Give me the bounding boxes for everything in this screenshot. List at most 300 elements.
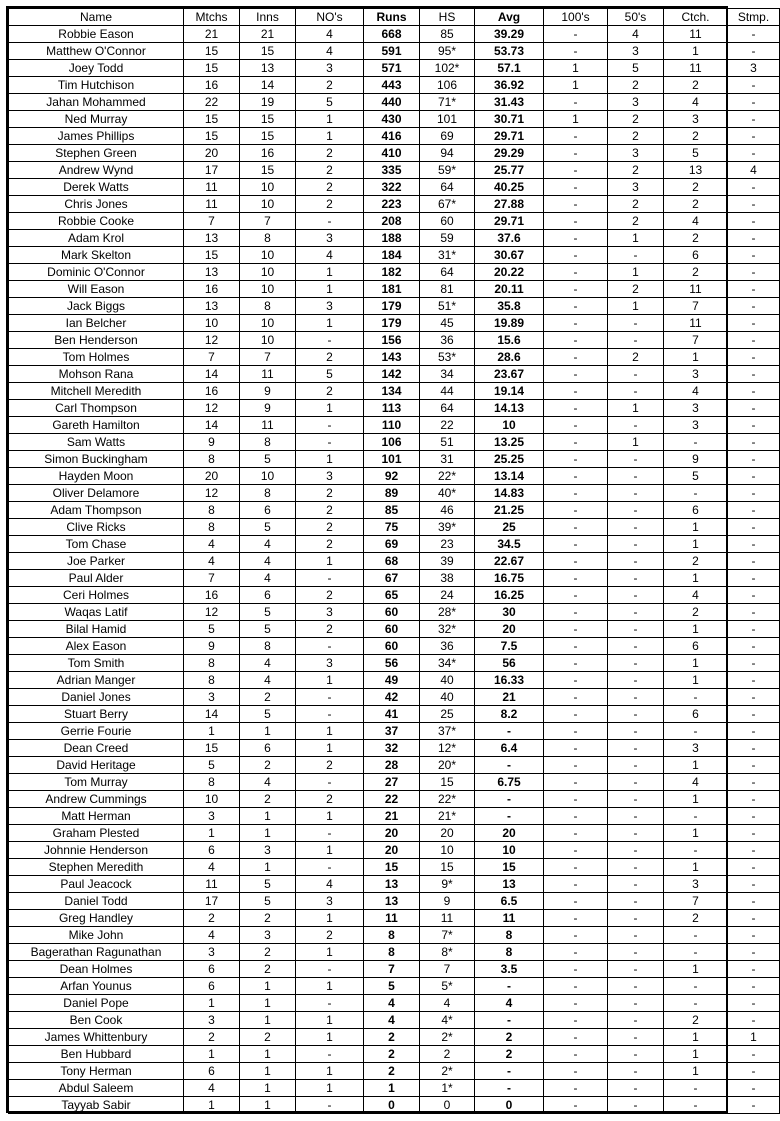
average-cell: 0 (475, 1097, 544, 1114)
matches-cell: 3 (184, 944, 240, 961)
average-cell: 25.25 (475, 451, 544, 468)
fifties-cell: 2 (608, 196, 664, 213)
hundreds-cell: - (544, 502, 608, 519)
catches-cell: 2 (664, 196, 728, 213)
stumpings-cell: - (728, 230, 780, 247)
not-outs-cell: - (296, 689, 364, 706)
fifties-cell: 2 (608, 77, 664, 94)
matches-cell: 3 (184, 689, 240, 706)
name-cell: Tim Hutchison (9, 77, 184, 94)
hundreds-cell: - (544, 451, 608, 468)
table-row (9, 740, 780, 757)
not-outs-cell: 5 (296, 366, 364, 383)
name-cell: Andrew Cummings (9, 791, 184, 808)
hundreds-cell: - (544, 1012, 608, 1029)
not-outs-cell: 2 (296, 383, 364, 400)
fifties-cell: - (608, 927, 664, 944)
matches-cell: 5 (184, 621, 240, 638)
high-score-cell: 64 (420, 264, 475, 281)
header-average: Avg (475, 9, 544, 26)
catches-cell: 1 (664, 349, 728, 366)
stumpings-cell: - (728, 77, 780, 94)
catches-cell: 3 (664, 876, 728, 893)
innings-cell: 4 (240, 774, 296, 791)
table-row (9, 1080, 780, 1097)
catches-cell: - (664, 808, 728, 825)
high-score-cell: 2* (420, 1063, 475, 1080)
innings-cell: 1 (240, 1097, 296, 1114)
name-cell: Alex Eason (9, 638, 184, 655)
stumpings-cell: - (728, 264, 780, 281)
matches-cell: 21 (184, 26, 240, 43)
catches-cell: 11 (664, 281, 728, 298)
high-score-cell: 22* (420, 468, 475, 485)
fifties-cell: 1 (608, 298, 664, 315)
catches-cell: 1 (664, 536, 728, 553)
high-score-cell: 45 (420, 315, 475, 332)
table-row (9, 213, 780, 230)
average-cell: 20 (475, 621, 544, 638)
not-outs-cell: 3 (296, 893, 364, 910)
average-cell: 29.29 (475, 145, 544, 162)
runs-cell: 440 (364, 94, 420, 111)
catches-cell: - (664, 978, 728, 995)
innings-cell: 6 (240, 502, 296, 519)
stumpings-cell: - (728, 876, 780, 893)
runs-cell: 8 (364, 927, 420, 944)
table-row (9, 757, 780, 774)
runs-cell: 416 (364, 128, 420, 145)
hundreds-cell: 1 (544, 60, 608, 77)
innings-cell: 10 (240, 179, 296, 196)
high-score-cell: 39 (420, 553, 475, 570)
catches-cell: - (664, 723, 728, 740)
fifties-cell: 2 (608, 281, 664, 298)
average-cell: 20.22 (475, 264, 544, 281)
table-row (9, 706, 780, 723)
average-cell: 6.5 (475, 893, 544, 910)
high-score-cell: 0 (420, 1097, 475, 1114)
name-cell: Robbie Eason (9, 26, 184, 43)
high-score-cell: 7 (420, 961, 475, 978)
hundreds-cell: - (544, 604, 608, 621)
not-outs-cell: 2 (296, 536, 364, 553)
not-outs-cell: 3 (296, 60, 364, 77)
table-row (9, 111, 780, 128)
not-outs-cell: 2 (296, 485, 364, 502)
stumpings-cell: - (728, 893, 780, 910)
average-cell: 2 (475, 1046, 544, 1063)
high-score-cell: 5* (420, 978, 475, 995)
innings-cell: 1 (240, 723, 296, 740)
stumpings-cell: - (728, 587, 780, 604)
header-innings: Inns (240, 9, 296, 26)
table-row (9, 570, 780, 587)
table-row (9, 587, 780, 604)
catches-cell: - (664, 1097, 728, 1114)
average-cell: - (475, 791, 544, 808)
not-outs-cell: 1 (296, 128, 364, 145)
name-cell: Tony Herman (9, 1063, 184, 1080)
stumpings-cell: - (728, 26, 780, 43)
stumpings-cell: - (728, 978, 780, 995)
average-cell: 40.25 (475, 179, 544, 196)
hundreds-cell: - (544, 196, 608, 213)
fifties-cell: 5 (608, 60, 664, 77)
high-score-cell: 15 (420, 774, 475, 791)
table-row (9, 434, 780, 451)
not-outs-cell: 5 (296, 94, 364, 111)
high-score-cell: 36 (420, 332, 475, 349)
table-row (9, 502, 780, 519)
stumpings-cell: - (728, 1080, 780, 1097)
stumpings-cell: - (728, 536, 780, 553)
header-matches: Mtchs (184, 9, 240, 26)
matches-cell: 10 (184, 315, 240, 332)
hundreds-cell: - (544, 944, 608, 961)
catches-cell: 7 (664, 298, 728, 315)
high-score-cell: 32* (420, 621, 475, 638)
hundreds-cell: - (544, 485, 608, 502)
high-score-cell: 20* (420, 757, 475, 774)
catches-cell: 4 (664, 383, 728, 400)
average-cell: 19.89 (475, 315, 544, 332)
matches-cell: 7 (184, 570, 240, 587)
stumpings-cell: 3 (728, 60, 780, 77)
not-outs-cell: 1 (296, 842, 364, 859)
matches-cell: 4 (184, 927, 240, 944)
name-cell: Tom Smith (9, 655, 184, 672)
runs-cell: 181 (364, 281, 420, 298)
table-row (9, 655, 780, 672)
innings-cell: 1 (240, 1080, 296, 1097)
fifties-cell: - (608, 1029, 664, 1046)
average-cell: - (475, 1012, 544, 1029)
hundreds-cell: - (544, 417, 608, 434)
runs-cell: 668 (364, 26, 420, 43)
fifties-cell: - (608, 553, 664, 570)
fifties-cell: - (608, 502, 664, 519)
runs-cell: 85 (364, 502, 420, 519)
high-score-cell: 7* (420, 927, 475, 944)
runs-cell: 0 (364, 1097, 420, 1114)
name-cell: Gerrie Fourie (9, 723, 184, 740)
runs-cell: 208 (364, 213, 420, 230)
stumpings-cell: - (728, 961, 780, 978)
table-row (9, 468, 780, 485)
high-score-cell: 53* (420, 349, 475, 366)
stumpings-cell: - (728, 655, 780, 672)
stumpings-cell: - (728, 774, 780, 791)
stumpings-cell: - (728, 43, 780, 60)
matches-cell: 12 (184, 400, 240, 417)
runs-cell: 22 (364, 791, 420, 808)
name-cell: Greg Handley (9, 910, 184, 927)
table-row (9, 536, 780, 553)
name-cell: Adam Krol (9, 230, 184, 247)
innings-cell: 7 (240, 349, 296, 366)
matches-cell: 4 (184, 553, 240, 570)
table-body (9, 26, 780, 1114)
not-outs-cell: - (296, 332, 364, 349)
matches-cell: 7 (184, 213, 240, 230)
not-outs-cell: 1 (296, 672, 364, 689)
average-cell: 6.75 (475, 774, 544, 791)
high-score-cell: 22* (420, 791, 475, 808)
catches-cell: 1 (664, 859, 728, 876)
table-row (9, 60, 780, 77)
name-cell: Ben Cook (9, 1012, 184, 1029)
matches-cell: 13 (184, 298, 240, 315)
table-row (9, 621, 780, 638)
fifties-cell: 1 (608, 264, 664, 281)
table-row (9, 162, 780, 179)
not-outs-cell: 1 (296, 978, 364, 995)
catches-cell: 2 (664, 1012, 728, 1029)
name-cell: Paul Alder (9, 570, 184, 587)
stumpings-cell: - (728, 281, 780, 298)
high-score-cell: 102* (420, 60, 475, 77)
hundreds-cell: - (544, 587, 608, 604)
fifties-cell: - (608, 315, 664, 332)
name-cell: Will Eason (9, 281, 184, 298)
runs-cell: 92 (364, 468, 420, 485)
hundreds-cell: - (544, 842, 608, 859)
runs-cell: 188 (364, 230, 420, 247)
fifties-cell: - (608, 366, 664, 383)
hundreds-cell: - (544, 740, 608, 757)
not-outs-cell: - (296, 417, 364, 434)
innings-cell: 8 (240, 638, 296, 655)
average-cell: - (475, 808, 544, 825)
high-score-cell: 11 (420, 910, 475, 927)
not-outs-cell: 1 (296, 315, 364, 332)
table-row (9, 94, 780, 111)
average-cell: 20 (475, 825, 544, 842)
catches-cell: 2 (664, 604, 728, 621)
average-cell: 21.25 (475, 502, 544, 519)
stumpings-cell: - (728, 910, 780, 927)
name-cell: Paul Jeacock (9, 876, 184, 893)
fifties-cell: - (608, 468, 664, 485)
average-cell: 10 (475, 842, 544, 859)
table-row (9, 196, 780, 213)
fifties-cell: - (608, 451, 664, 468)
name-cell: Mike John (9, 927, 184, 944)
fifties-cell: - (608, 944, 664, 961)
runs-cell: 11 (364, 910, 420, 927)
high-score-cell: 40 (420, 689, 475, 706)
high-score-cell: 46 (420, 502, 475, 519)
hundreds-cell: - (544, 1029, 608, 1046)
fifties-cell: 2 (608, 349, 664, 366)
hundreds-cell: - (544, 621, 608, 638)
name-cell: David Heritage (9, 757, 184, 774)
high-score-cell: 51 (420, 434, 475, 451)
runs-cell: 21 (364, 808, 420, 825)
not-outs-cell: 1 (296, 1029, 364, 1046)
catches-cell: 2 (664, 264, 728, 281)
hundreds-cell: - (544, 128, 608, 145)
table-row (9, 519, 780, 536)
hundreds-cell: 1 (544, 77, 608, 94)
innings-cell: 2 (240, 757, 296, 774)
stumpings-cell: - (728, 417, 780, 434)
average-cell: 14.83 (475, 485, 544, 502)
matches-cell: 15 (184, 60, 240, 77)
runs-cell: 5 (364, 978, 420, 995)
high-score-cell: 67* (420, 196, 475, 213)
innings-cell: 2 (240, 689, 296, 706)
catches-cell: 1 (664, 757, 728, 774)
not-outs-cell: 4 (296, 26, 364, 43)
not-outs-cell: 4 (296, 43, 364, 60)
high-score-cell: 31* (420, 247, 475, 264)
stumpings-cell: 1 (728, 1029, 780, 1046)
innings-cell: 9 (240, 383, 296, 400)
high-score-cell: 51* (420, 298, 475, 315)
stumpings-cell: - (728, 349, 780, 366)
runs-cell: 75 (364, 519, 420, 536)
runs-cell: 67 (364, 570, 420, 587)
high-score-cell: 24 (420, 587, 475, 604)
fifties-cell: - (608, 706, 664, 723)
average-cell: 25 (475, 519, 544, 536)
average-cell: 34.5 (475, 536, 544, 553)
stumpings-cell: - (728, 315, 780, 332)
table-row (9, 485, 780, 502)
average-cell: 11 (475, 910, 544, 927)
name-cell: Clive Ricks (9, 519, 184, 536)
table-row (9, 247, 780, 264)
header-not-outs: NO's (296, 9, 364, 26)
fifties-cell: - (608, 689, 664, 706)
average-cell: 29.71 (475, 128, 544, 145)
not-outs-cell: - (296, 961, 364, 978)
stumpings-cell: - (728, 128, 780, 145)
runs-cell: 143 (364, 349, 420, 366)
innings-cell: 15 (240, 128, 296, 145)
name-cell: Mark Skelton (9, 247, 184, 264)
catches-cell: - (664, 995, 728, 1012)
runs-cell: 60 (364, 604, 420, 621)
not-outs-cell: 3 (296, 655, 364, 672)
innings-cell: 10 (240, 281, 296, 298)
stumpings-cell: - (728, 689, 780, 706)
fifties-cell: 2 (608, 128, 664, 145)
runs-cell: 179 (364, 315, 420, 332)
innings-cell: 8 (240, 298, 296, 315)
not-outs-cell: - (296, 774, 364, 791)
table-row (9, 332, 780, 349)
innings-cell: 7 (240, 213, 296, 230)
matches-cell: 9 (184, 638, 240, 655)
catches-cell: 3 (664, 417, 728, 434)
runs-cell: 65 (364, 587, 420, 604)
fifties-cell: 1 (608, 434, 664, 451)
runs-cell: 27 (364, 774, 420, 791)
average-cell: 57.1 (475, 60, 544, 77)
header-stumpings: Stmp. (728, 9, 780, 26)
fifties-cell: - (608, 519, 664, 536)
runs-cell: 2 (364, 1046, 420, 1063)
runs-cell: 60 (364, 621, 420, 638)
matches-cell: 8 (184, 519, 240, 536)
runs-cell: 142 (364, 366, 420, 383)
name-cell: Stephen Meredith (9, 859, 184, 876)
runs-cell: 69 (364, 536, 420, 553)
runs-cell: 41 (364, 706, 420, 723)
fifties-cell: - (608, 978, 664, 995)
not-outs-cell: 1 (296, 808, 364, 825)
table-row (9, 383, 780, 400)
fifties-cell: - (608, 383, 664, 400)
stumpings-cell: - (728, 434, 780, 451)
catches-cell: - (664, 689, 728, 706)
table-row (9, 400, 780, 417)
hundreds-cell: - (544, 927, 608, 944)
matches-cell: 8 (184, 774, 240, 791)
name-cell: Stephen Green (9, 145, 184, 162)
not-outs-cell: 1 (296, 944, 364, 961)
innings-cell: 6 (240, 587, 296, 604)
catches-cell: 13 (664, 162, 728, 179)
name-cell: Adrian Manger (9, 672, 184, 689)
fifties-cell: - (608, 1080, 664, 1097)
matches-cell: 22 (184, 94, 240, 111)
high-score-cell: 8* (420, 944, 475, 961)
high-score-cell: 9 (420, 893, 475, 910)
not-outs-cell: 3 (296, 298, 364, 315)
name-cell: Daniel Jones (9, 689, 184, 706)
header-runs: Runs (364, 9, 420, 26)
name-cell: Jahan Mohammed (9, 94, 184, 111)
innings-cell: 16 (240, 145, 296, 162)
catches-cell: 2 (664, 230, 728, 247)
runs-cell: 20 (364, 825, 420, 842)
catches-cell: 2 (664, 179, 728, 196)
innings-cell: 15 (240, 43, 296, 60)
fifties-cell: 1 (608, 230, 664, 247)
catches-cell: 1 (664, 570, 728, 587)
hundreds-cell: - (544, 400, 608, 417)
average-cell: 15 (475, 859, 544, 876)
catches-cell: 9 (664, 451, 728, 468)
average-cell: 22.67 (475, 553, 544, 570)
stumpings-cell: - (728, 111, 780, 128)
header-row (9, 9, 780, 26)
table-row (9, 791, 780, 808)
innings-cell: 1 (240, 1046, 296, 1063)
catches-cell: 4 (664, 587, 728, 604)
fifties-cell: - (608, 247, 664, 264)
fifties-cell: - (608, 485, 664, 502)
matches-cell: 11 (184, 179, 240, 196)
high-score-cell: 37* (420, 723, 475, 740)
matches-cell: 15 (184, 128, 240, 145)
catches-cell: 6 (664, 706, 728, 723)
stumpings-cell: - (728, 366, 780, 383)
stumpings-cell: - (728, 740, 780, 757)
fifties-cell: - (608, 842, 664, 859)
innings-cell: 2 (240, 961, 296, 978)
table-row (9, 978, 780, 995)
not-outs-cell: 1 (296, 281, 364, 298)
high-score-cell: 40 (420, 672, 475, 689)
matches-cell: 8 (184, 451, 240, 468)
innings-cell: 19 (240, 94, 296, 111)
innings-cell: 8 (240, 230, 296, 247)
